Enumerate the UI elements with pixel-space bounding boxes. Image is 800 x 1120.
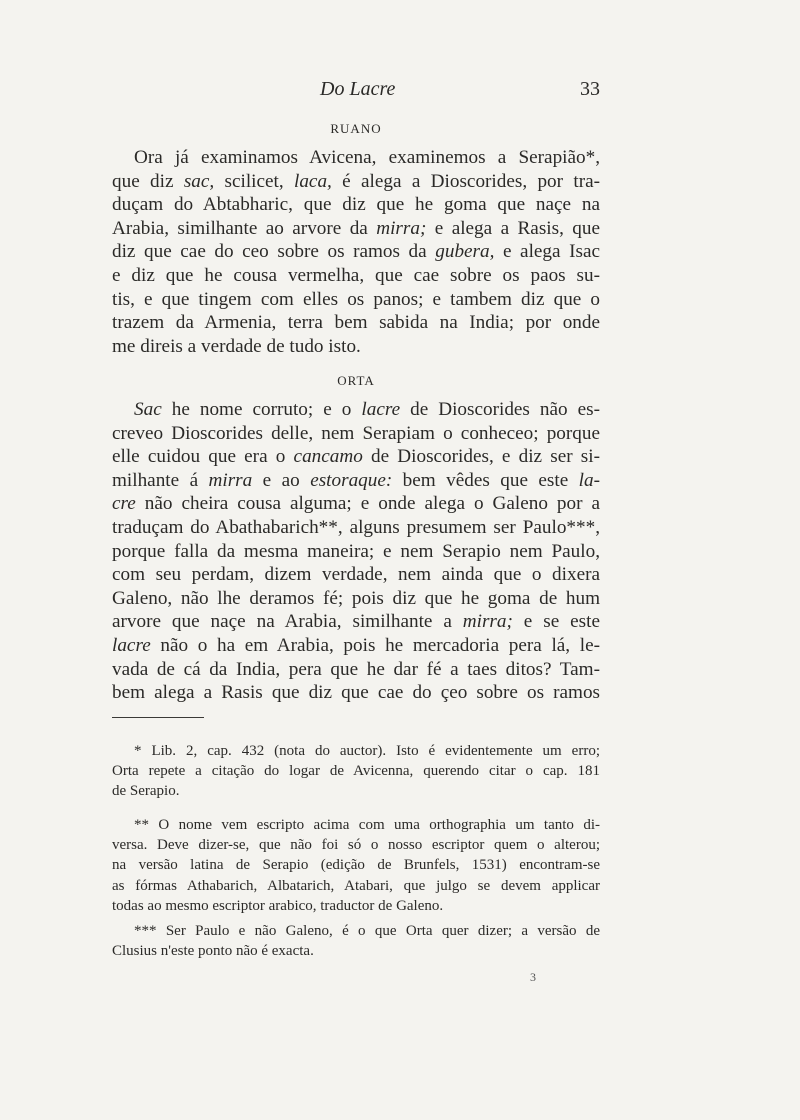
text-line: elle cuidou que era o cancamo de Dioscorides, e diz ser si- — [112, 446, 600, 468]
text-line: traduçam do Abathabarich**, alguns presumem ser Paulo***, — [112, 516, 600, 538]
text-line: e diz que he cousa vermelha, que cae sobre os paos su- — [112, 264, 600, 286]
text-line: que diz sac, scilicet, laca, é alega a Dioscorides, por tra- — [112, 170, 600, 192]
page-number: 33 — [580, 78, 600, 100]
speaker-heading-ruano: RUANO — [330, 121, 382, 136]
italic-term: mirra — [208, 469, 253, 491]
footnote-line: todas ao mesmo escriptor arabico, traductor de Galeno. — [112, 897, 444, 914]
text-line: porque falla da mesma maneira; e nem Serapio nem Paulo, — [112, 540, 600, 562]
signature-mark: 3 — [530, 970, 536, 984]
text-line: com seu perdam, dizem verdade, nem ainda que o dixera — [112, 564, 600, 586]
text-line: Arabia, similhante ao arvore da mirra; e alega a Rasis, que — [112, 217, 601, 239]
italic-term: mirra; — [462, 611, 513, 633]
italic-term: lacre — [361, 399, 401, 420]
italic-term: cancamo — [293, 446, 363, 468]
text-line: duçam do Abtabharic, que diz que he goma que naçe na — [112, 194, 600, 216]
italic-term: Sac — [134, 399, 162, 420]
text-line: milhante á mirra e ao estoraque: bem vêdes que este la- — [112, 469, 600, 491]
italic-term: la- — [578, 469, 600, 491]
footnote-line: Orta repete a citação do logar de Avicenna, querendo citar o cap. 181 — [112, 763, 600, 780]
text-line: bem alega a Rasis que diz que cae do çeo sobre os ramos — [112, 682, 600, 704]
text-line: arvore que naçe na Arabia, similhante a mirra; e se este — [112, 611, 600, 633]
text-line: Ora já examinamos Avicena, examinemos a Serapião*, — [134, 147, 600, 168]
footnote-line: as fórmas Athabarich, Albatarich, Atabari, que julgo se devem applicar — [112, 877, 600, 894]
footnote-line: * Lib. 2, cap. 432 (nota do auctor). Isto é evidentemente um erro; — [134, 743, 600, 759]
italic-term: gubera, — [435, 241, 495, 263]
footnote-1 — [112, 741, 600, 802]
footnote-line: ** O nome vem escripto acima com uma orthographia um tanto di- — [134, 817, 600, 833]
text-line: creveo Dioscorides delle, nem Serapiam o conheceo; porque — [112, 422, 600, 444]
text-line: tis, e que tingem com elles os panos; e tambem diz que o — [112, 288, 600, 310]
text-line: cre não cheira cousa alguma; e onde alega o Galeno por a — [112, 493, 600, 515]
italic-term: estoraque: — [310, 469, 393, 491]
footnote-line: versa. Deve dizer-se, que não foi só o nosso escriptor quem o alterou; — [112, 837, 600, 854]
text-line: lacre não o ha em Arabia, pois he mercadoria pera lá, le- — [112, 634, 600, 656]
footnote-2 — [112, 815, 600, 916]
italic-term: cre — [112, 493, 136, 515]
footnote-line: *** Ser Paulo e não Galeno, é o que Orta quer dizer; a versão de — [134, 923, 600, 939]
text-line: trazem da Armenia, terra bem sabida na India; por onde — [112, 312, 600, 334]
text-line: Sac he nome corruto; e o lacre de Dioscorides não es- — [134, 399, 601, 420]
footnote-line: na versão latina de Serapio (edição de Brunfels, 1531) encontram-se — [112, 857, 600, 874]
running-title: Do Lacre — [320, 78, 396, 100]
orta-paragraph — [112, 398, 600, 705]
ruano-paragraph — [112, 146, 600, 358]
running-head — [112, 78, 600, 104]
footnote-3 — [112, 921, 600, 961]
footnote-separator — [112, 717, 204, 718]
italic-term: laca, — [294, 170, 332, 192]
text-line: diz que cae do ceo sobre os ramos da gubera, e alega Isac — [112, 241, 600, 263]
footnote-line: Clusius n'este ponto não é exacta. — [112, 943, 314, 960]
italic-term: sac, — [183, 170, 215, 192]
footnote-line: de Serapio. — [112, 783, 180, 800]
text-line: Galeno, não lhe deramos fé; pois diz que he goma de hum — [112, 587, 600, 609]
speaker-heading-orta: ORTA — [337, 373, 375, 388]
italic-term: lacre — [112, 634, 151, 656]
italic-term: mirra; — [376, 217, 427, 239]
text-line: me direis a verdade de tudo isto. — [112, 335, 361, 357]
text-line: vada de cá da India, pera que he dar fé a taes ditos? Tam- — [112, 658, 600, 680]
